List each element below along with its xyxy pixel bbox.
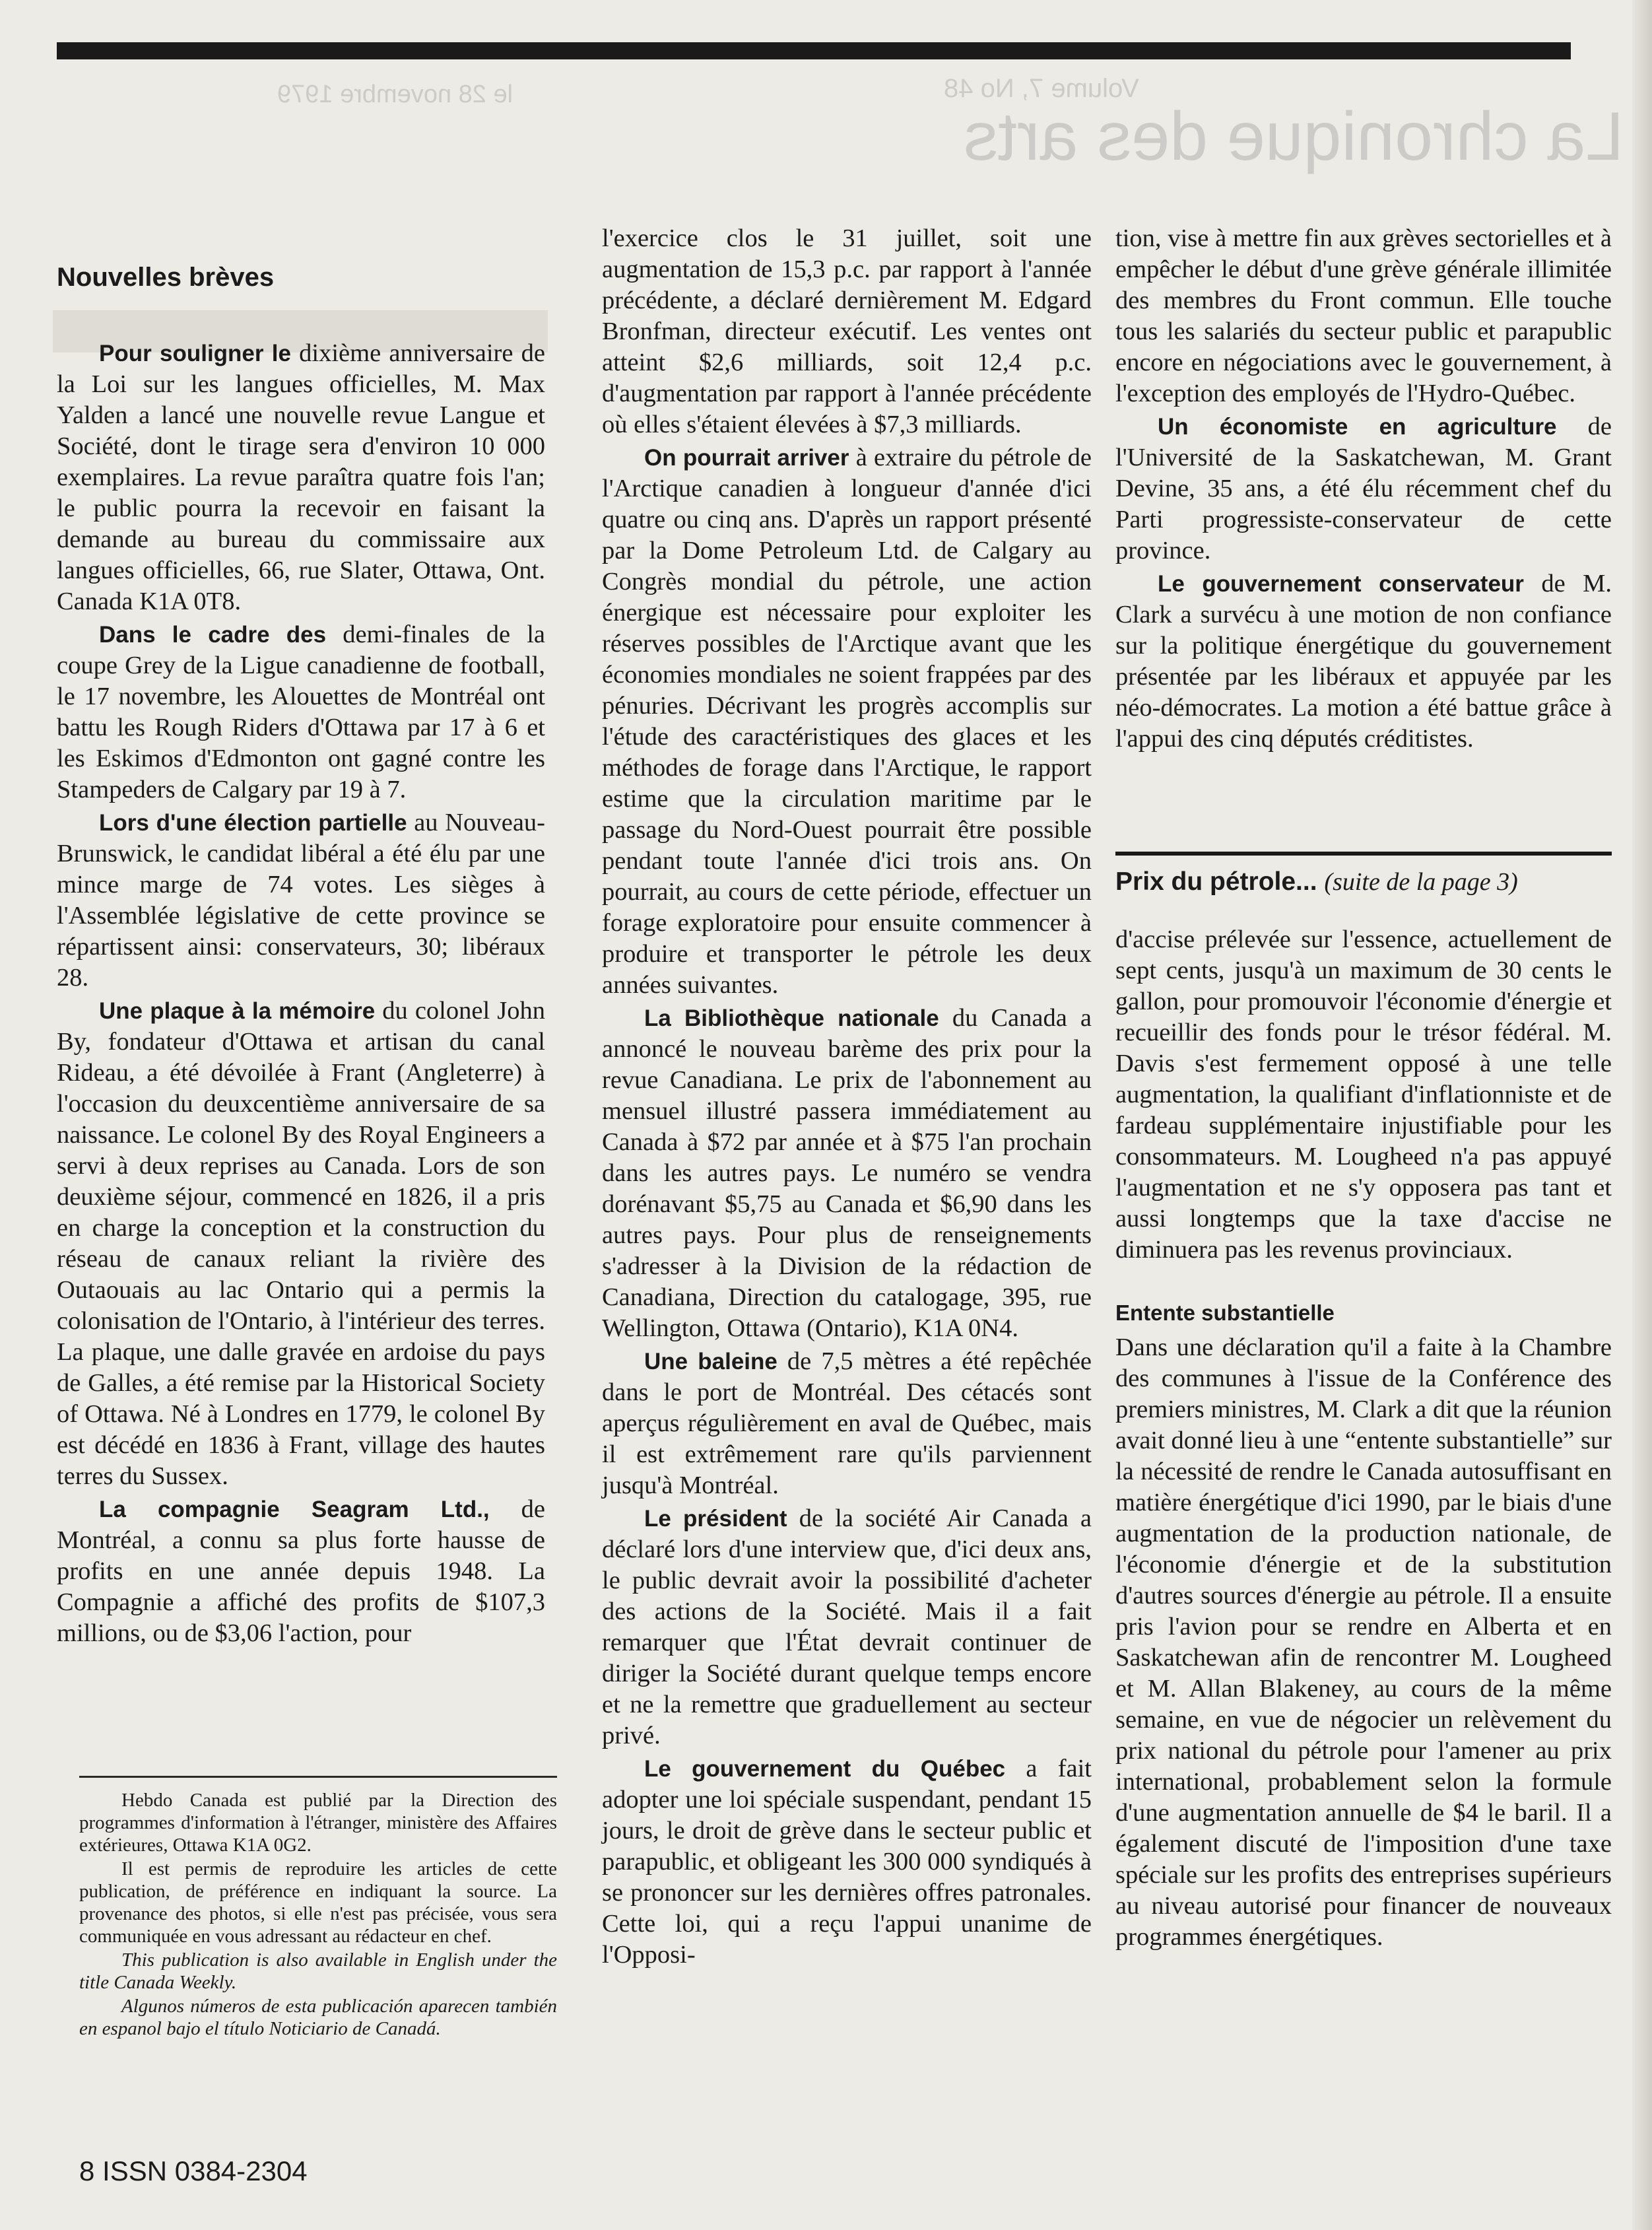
news-item: Lors d'une élection partielle au Nouveau-Brunswick, le candidat libéral a été élu par une mince marge de 74 votes. Les sièges à l'Assemblée législative de cette province se répartissent ainsi: conservateurs, 30; libéraux 28. [57, 809, 545, 992]
continued-heading [1115, 867, 1518, 896]
credit-text: This publication is also available in English under the title Canada Weekly. [79, 1949, 557, 1993]
credit-text: Hebdo Canada est publié par la Direction des programmes d'information à l'étranger, ministère des Affaires extérieures, Ottawa K1A 0G2. [79, 1790, 557, 1856]
news-item: Le gouvernement du Québec a fait adopter une loi spéciale suspendant, pendant 15 jours, le droit de grève dans le secteur public et parapublic, et obligeant les 300 000 syndiqués à se prononcer sur les dernières offres patronales. Cette loi, qui a reçu l'appui unanime de l'Opposi- [602, 1755, 1092, 1969]
section-title: Nouvelles brèves [57, 263, 275, 292]
news-item: tion, vise à mettre fin aux grèves sectorielles et à empêcher le début d'une grève générale illimitée des membres du Front commun. Elle touche tous les salariés du secteur public et parapublic encore en négociations avec le gouvernement, à l'exception des employés de l'Hydro-Québec. [1115, 224, 1612, 407]
credit-text: Il est permis de reproduire les articles de cette publication, de préférence en indiquant la source. La provenance des photos, si elle n'est pas précisée, vous sera communiquée en vous adressant au rédacteur en chef. [79, 1858, 557, 1947]
bleed-through-title: La chronique des arts [964, 98, 1624, 175]
news-item: La Bibliothèque nationale du Canada a annoncé le nouveau barème des prix pour la revue Canadiana. Le prix de l'abonnement au mensuel illustré passera immédiatement au Canada à $72 par année et à $75 l'an prochain dans les autres pays. Le numéro se vendra dorénavant $5,75 au Canada et $6,90 dans les autres pays. Pour plus de renseignements s'adresser à la Division de la rédaction de Canadiana, Direction du catalogage, 395, rue Wellington, Ottawa (Ontario), K1A 0N4. [602, 1004, 1092, 1342]
news-item: Une baleine de 7,5 mètres a été repêchée dans le port de Montréal. Des cétacés sont aperçus régulièrement en aval de Québec, mais il est extrêmement rare qu'ils parviennent jusqu'à Montréal. [602, 1347, 1092, 1499]
column-1 [57, 338, 545, 1651]
news-item: Une plaque à la mémoire du colonel John By, fondateur d'Ottawa et artisan du canal Rideau, a été dévoilée à Frant (Angleterre) à l'occasion du deuxcentième anniversaire de sa naissance. Le colonel By des Royal Engineers a servi à deux reprises au Canada. Lors de son deuxième séjour, commencé en 1826, il a pris en charge la conception et la construction du réseau de canaux reliant la rivière des Outaouais au lac Ontario qui a permis la colonisation de l'Ontario, à l'intérieur des terres. La plaque, une dalle gravée en ardoise du pays de Galles, a été remise par la Historical Society of Ottawa. Né à Londres en 1779, le colonel By est décédé en 1836 à Frant, village des hautes terres du Sussex. [57, 997, 545, 1490]
news-item: Un économiste en agriculture de l'Université de la Saskatchewan, M. Grant Devine, 35 ans, a été élu récemment chef du Parti progressiste-conservateur de cette province. [1115, 413, 1612, 564]
continued-note: (suite de la page 3) [1324, 868, 1518, 896]
credit-text: Algunos números de esta publicación aparecen también en espanol bajo el título Noticiario de Canadá. [79, 1996, 557, 2039]
credits-rule [79, 1776, 557, 1778]
news-item: Le président de la société Air Canada a déclaré lors d'une interview que, d'ici deux ans, le public devrait avoir la possibilité d'acheter des actions de la Société. Mais il a fait remarquer que l'État devrait continuer de diriger la Société durant quelque temps encore et ne la remettre que graduellement au secteur privé. [602, 1504, 1092, 1749]
article-paragraph: Dans une déclaration qu'il a faite à la Chambre des communes à l'issue de la Conférence des premiers ministres, M. Clark a dit que la réunion avait donné lieu à une “entente substantielle” sur la nécessité de rendre le Canada autosuffisant en matière énergétique d'ici 1990, par le biais d'une augmentation de la production nationale, de l'économie d'énergie et de la substitution d'autres sources d'énergie au pétrole. Il a ensuite pris l'avion pour se rendre en Alberta et en Saskatchewan afin de rencontrer M. Lougheed et M. Allan Blakeney, au cours de la même semaine, en vue de négocier un relèvement du prix national du pétrole pour l'amener au prix international, probablement selon la formule d'une augmentation annuelle de $4 le baril. Il a également discuté de l'imposition d'une taxe spéciale sur les profits des entreprises supérieurs au niveau autorisé pour financer de nouveaux programmes énergétiques. [1115, 1334, 1612, 1951]
news-item: On pourrait arriver à extraire du pétrole de l'Arctique canadien à longueur d'année d'ici quatre ou cinq ans. D'après un rapport présenté par la Dome Petroleum Ltd. de Calgary au Congrès mondial du pétrole, une action énergique est nécessaire pour exploiter les réserves possibles de l'Arctique avant que les économies mondiales ne soient frappées par des pénuries. Décrivant les progrès accomplis sur l'étude des caractéristiques des glaces et les méthodes de forage dans l'Arctique, le rapport estime que la circulation maritime par le passage du Nord-Ouest pourrait être possible pendant toute l'année d'ici trois ans. On pourrait, au cours de cette période, effectuer un forage exploratoire pour ensuite commencer à produire et transporter le pétrole les deux années suivantes. [602, 444, 1092, 999]
bleed-through-volume: Volume 7, No 48 [944, 74, 1139, 103]
article-paragraph: d'accise prélevée sur l'essence, actuellement de sept cents, jusqu'à un maximum de 30 cents le gallon, pour promouvoir l'économie d'énergie et recueillir des fonds pour le trésor fédéral. M. Davis s'est fermement opposé à une telle augmentation, la qualifiant d'inflationniste et de fardeau supplémentaire injustifiable pour les consommateurs. M. Lougheed n'a pas appuyé l'augmentation et ne s'y opposera pas tant et aussi longtemps que la taxe d'accise ne diminuera pas les revenus provinciaux. [1115, 926, 1612, 1264]
column-3 [1115, 223, 1612, 757]
news-item: Le gouvernement conservateur de M. Clark a survécu à une motion de non confiance sur la politique énergétique du gouvernement présentée par les libéraux et appuyée par les néo-démocrates. La motion a été battue grâce à l'appui des cinq députés créditistes. [1115, 570, 1612, 753]
news-item: l'exercice clos le 31 juillet, soit une augmentation de 15,3 p.c. par rapport à l'année précédente, a déclaré dernièrement M. Edgard Bronfman, directeur exécutif. Les ventes ont atteint $2,6 milliards, soit 12,4 p.c. d'augmentation par rapport à l'année précédente où elles s'étaient élevées à $7,3 milliards. [602, 224, 1092, 438]
news-item: La compagnie Seagram Ltd., de Montréal, a connu sa plus forte hausse de profits en une année depuis 1948. La Compagnie a affiché des profits de $107,3 millions, ou de $3,06 l'action, pour [57, 1495, 546, 1647]
continued-title: Prix du pétrole... [1115, 867, 1317, 896]
column-2 [602, 223, 1092, 1973]
continued-rule [1115, 852, 1612, 856]
news-item: Pour souligner le dixième anniversaire de la Loi sur les langues officielles, M. Max Yalden a lancé une nouvelle revue Langue et Société, dont le tirage sera d'environ 10 000 exemplaires. La revue paraîtra quatre fois l'an; le public pourra la recevoir en faisant la demande au bureau du commissaire aux langues officielles, 66, rue Slater, Ottawa, Ont. Canada K1A 0T8. [57, 339, 545, 615]
page-number: 8 [79, 2155, 95, 2186]
publication-credits [79, 1789, 557, 2041]
bleed-through-date: le 28 novembre 1979 [277, 81, 513, 108]
issn: ISSN 0384-2304 [102, 2155, 308, 2186]
article-subheading: Entente substantielle [1115, 1301, 1335, 1325]
page-edge [1632, 0, 1652, 2230]
page-footer [79, 2155, 308, 2187]
news-item: Dans le cadre des demi-finales de la coupe Grey de la Ligue canadienne de football, le 17 novembre, les Alouettes de Montréal ont battu les Rough Riders d'Ottawa par 17 à 6 et les Eskimos d'Edmonton ont gagné contre les Stampeders de Calgary par 19 à 7. [57, 621, 545, 803]
top-rule [57, 42, 1571, 59]
continued-article [1115, 924, 1612, 1955]
